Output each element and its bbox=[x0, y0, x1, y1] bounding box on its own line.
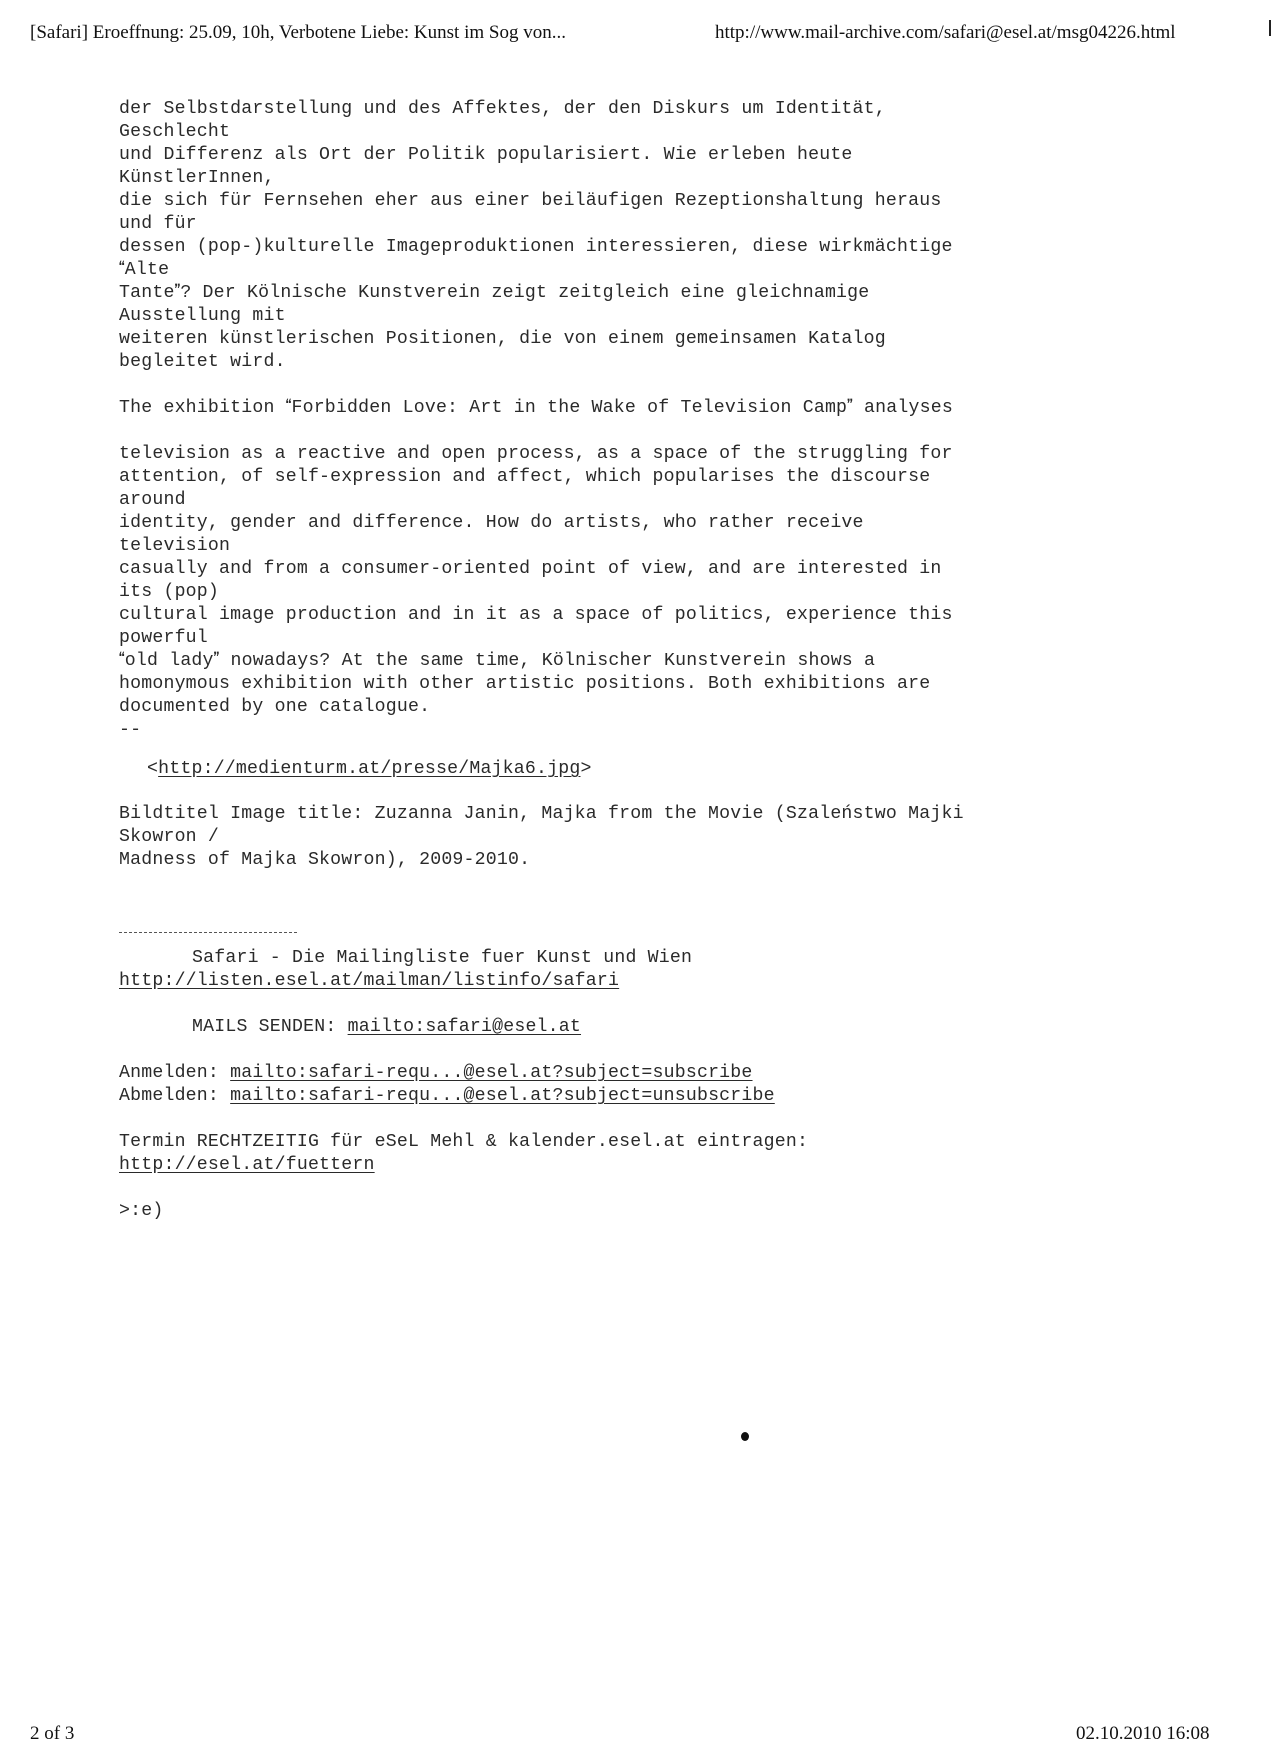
text-line: its (pop) bbox=[119, 582, 220, 602]
text-line: dessen (pop-)kulturelle Imageproduktionen interessieren, diese wirkmächtige bbox=[119, 237, 953, 257]
text-line: KünstlerInnen, bbox=[119, 168, 275, 188]
image-link[interactable]: http://medienturm.at/presse/Majka6.jpg bbox=[158, 759, 581, 779]
send-line bbox=[119, 1016, 1079, 1039]
text-line: weiteren künstlerischen Positionen, die von einem gemeinsamen Katalog bbox=[119, 329, 886, 349]
page-header-url[interactable]: http://www.mail-archive.com/safari@esel.at/msg04226.html bbox=[715, 22, 1176, 43]
german-paragraph bbox=[119, 98, 1079, 374]
text-line: die sich für Fernsehen eher aus einer beiläufigen Rezeptionshaltung heraus bbox=[119, 191, 942, 211]
text-line: old lady nowadays? At the same time, Kölnischer Kunstverein shows a bbox=[119, 651, 876, 671]
text-line: und Differenz als Ort der Politik popularisiert. Wie erleben heute bbox=[119, 145, 853, 165]
text-line: television as a reactive and open process, as a space of the struggling for bbox=[119, 444, 953, 464]
subscribe-label: Anmelden: bbox=[119, 1063, 231, 1083]
text-line: cultural image production and in it as a space of politics, experience this bbox=[119, 605, 953, 625]
unsubscribe-link[interactable]: mailto:safari-requ...@esel.at?subject=unsubscribe bbox=[230, 1086, 775, 1106]
list-name: Safari - Die Mailingliste fuer Kunst und Wien bbox=[192, 948, 693, 968]
unsubscribe-line bbox=[119, 1085, 1079, 1108]
image-link-close: > bbox=[580, 759, 592, 779]
separator-line bbox=[119, 932, 297, 933]
text-line: Tante? Der Kölnische Kunstverein zeigt zeitgleich eine gleichnamige bbox=[119, 283, 870, 303]
send-mail-link[interactable]: mailto:safari@esel.at bbox=[347, 1017, 582, 1037]
closing-emoticon: >:e) bbox=[119, 1201, 164, 1221]
text-line: powerful bbox=[119, 628, 208, 648]
text-line: der Selbstdarstellung und des Affektes, der den Diskurs um Identität, bbox=[119, 99, 886, 119]
edge-mark bbox=[1269, 20, 1271, 36]
subscribe-line bbox=[119, 1062, 1079, 1085]
mailing-list-footer bbox=[119, 947, 1079, 1223]
unsubscribe-label: Abmelden: bbox=[119, 1086, 231, 1106]
english-intro-line: The exhibition Forbidden Love: Art in the Wake of Television Camp analyses bbox=[119, 398, 953, 418]
text-line: identity, gender and difference. How do artists, who rather receive bbox=[119, 513, 864, 533]
text-line: Geschlecht bbox=[119, 122, 231, 142]
page-number: 2 of 3 bbox=[30, 1723, 75, 1744]
text-line: television bbox=[119, 536, 231, 556]
text-line: casually and from a consumer-oriented point of view, and are interested in bbox=[119, 559, 942, 579]
termin-text: Termin RECHTZEITIG für eSeL Mehl & kalender.esel.at eintragen: bbox=[119, 1132, 809, 1152]
text-line: begleitet wird. bbox=[119, 352, 286, 372]
text-line: documented by one catalogue. bbox=[119, 697, 431, 717]
text-line: attention, of self-expression and affect, which popularises the discourse bbox=[119, 467, 931, 487]
print-timestamp: 02.10.2010 16:08 bbox=[1076, 1723, 1210, 1744]
signature-dashes: -- bbox=[119, 720, 142, 740]
image-caption bbox=[119, 803, 1079, 872]
mail-body bbox=[119, 98, 1079, 1223]
text-line: around bbox=[119, 490, 186, 510]
text-line: homonymous exhibition with other artistic positions. Both exhibitions are bbox=[119, 674, 931, 694]
termin-link[interactable]: http://esel.at/fuettern bbox=[119, 1155, 375, 1175]
image-link-open: < bbox=[147, 759, 159, 779]
text-line: und für bbox=[119, 214, 197, 234]
page-header-title: [Safari] Eroeffnung: 25.09, 10h, Verbotene Liebe: Kunst im Sog von... bbox=[30, 22, 566, 43]
scan-artifact bbox=[741, 1432, 749, 1441]
send-label: MAILS SENDEN: bbox=[192, 1017, 348, 1037]
image-link-line bbox=[119, 758, 1079, 781]
listinfo-link[interactable]: http://listen.esel.at/mailman/listinfo/safari bbox=[119, 971, 620, 991]
caption-line: Skowron / bbox=[119, 827, 220, 847]
text-line: Ausstellung mit bbox=[119, 306, 286, 326]
caption-line: Bildtitel Image title: Zuzanna Janin, Majka from the Movie (Szaleństwo Majki bbox=[119, 804, 964, 824]
subscribe-link[interactable]: mailto:safari-requ...@esel.at?subject=subscribe bbox=[230, 1063, 753, 1083]
caption-line: Madness of Majka Skowron), 2009-2010. bbox=[119, 850, 531, 870]
text-line: Alte bbox=[119, 260, 170, 280]
english-paragraph bbox=[119, 443, 1079, 719]
